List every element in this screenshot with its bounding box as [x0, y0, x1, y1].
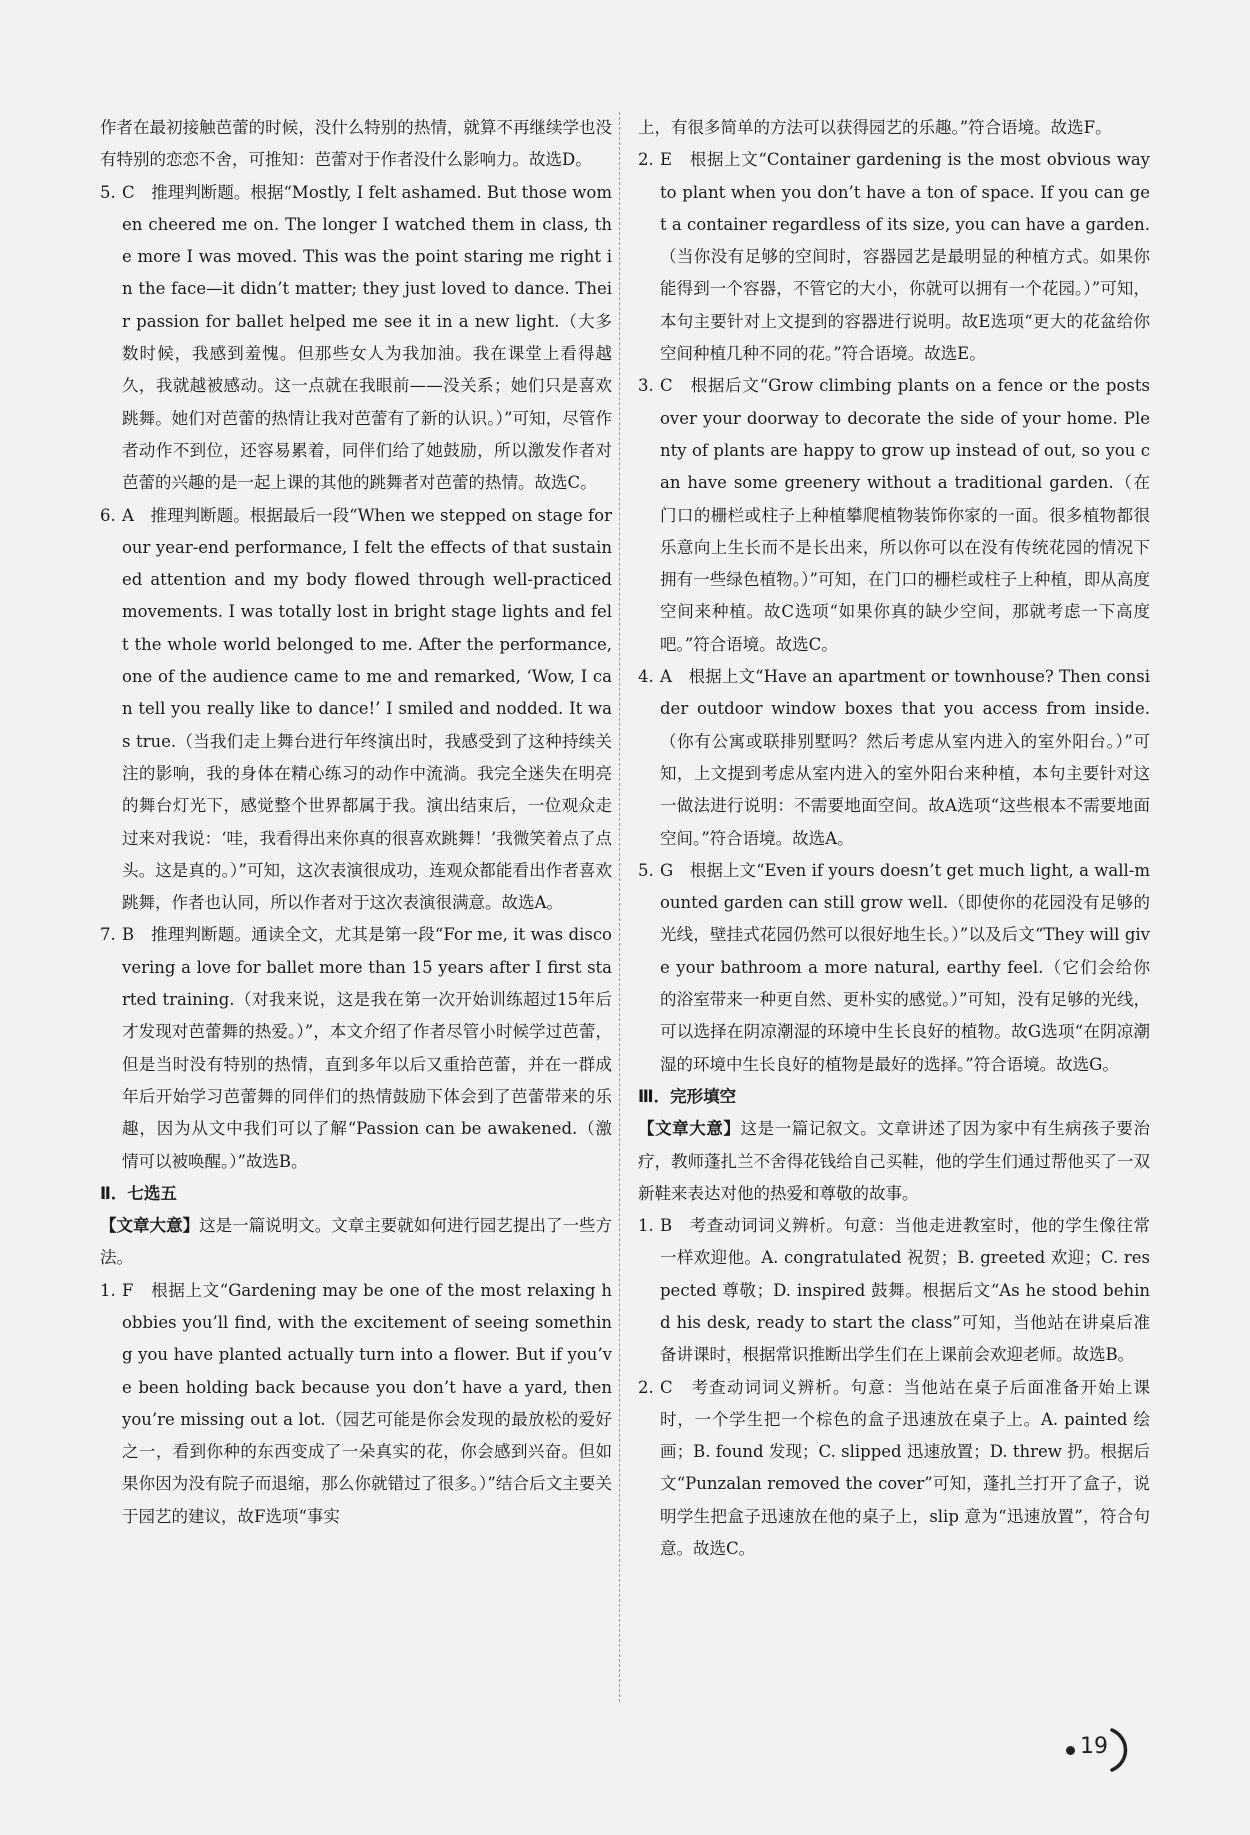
item-number: 5. [100, 182, 116, 202]
paragraph: 上，有很多简单的方法可以获得园艺的乐趣。”符合语境。故选F。 [638, 118, 1112, 137]
bracket-icon [1108, 1728, 1134, 1772]
answer-item [100, 1275, 612, 1533]
answer-item [638, 1210, 1150, 1371]
answer-item [100, 919, 612, 1177]
article-summary [100, 1210, 612, 1275]
item-number: 3. [638, 376, 654, 396]
answer-item [638, 855, 1150, 1081]
paragraph: 作者在最初接触芭蕾的时候，没什么特别的热情，就算不再继续学也没有特别的恋恋不舍，可推知：芭蕾对于作者没什么影响力。故选D。 [100, 118, 612, 170]
answer-item [638, 1372, 1150, 1566]
answer-item [100, 500, 612, 920]
item-text: E 根据上文“Container gardening is the most obvious way to plant when you don’t have a ton of space. If you can get a container regardless of its size, you can have a garden.（当你没有足够的空间时，容器园艺是最明显的种植方式。如果你能得到一个容器，不管它的大小，你就可以拥有一个花园。）”可知，本句主要针对上文提到的容器进行说明。故E选项“更大的花盆给你空间种植几种不同的花。”符合语境。故选E。 [660, 150, 1150, 364]
item-text: C 根据后文“Grow climbing plants on a fence or the posts over your doorway to decorate the side of your home. Plenty of plants are happy to grow up instead of out, so you can have some greenery without a traditional garden.（在门口的栅栏或柱子上种植攀爬植物装饰你家的一面。很多植物都很乐意向上生长而不是长出来，所以你可以在没有传统花园的情况下拥有一些绿色植物。）”可知，在门口的栅栏或柱子上种植，即从高度空间来种植。故C选项“如果你真的缺少空间，那就考虑一下高度吧。”符合语境。故选C。 [660, 376, 1150, 654]
right-column [638, 112, 1150, 1565]
answer-item [100, 177, 612, 500]
item-number: 4. [638, 667, 654, 687]
page-number-badge [1060, 1728, 1150, 1778]
summary-text: 这是一篇记叙文。文章讲述了因为家中有生病孩子要治疗，教师蓬扎兰不舍得花钱给自己买鞋，他的学生们通过帮他买了一双新鞋来表达对他的热爱和尊敬的故事。 [638, 1119, 1151, 1203]
item-number: 7. [100, 925, 116, 945]
dot-icon [1066, 1746, 1075, 1755]
left-column [100, 112, 612, 1533]
item-number: 1. [100, 1280, 116, 1300]
article-summary [638, 1113, 1150, 1210]
answer-item [638, 370, 1150, 661]
column-divider [619, 112, 620, 1702]
item-text: G 根据上文“Even if yours doesn’t get much light, a wall-mounted garden can still grow well.（即使你的花园没有足够的光线，壁挂式花园仍然可以很好地生长。）”以及后文“They will give your bathroom a more natural, earthy feel.（它们会给你的浴室带来一种更自然、更朴实的感觉。）”可知，没有足够的光线，可以选择在阴凉潮湿的环境中生长良好的植物。故G选项“在阴凉潮湿的环境中生长良好的植物是最好的选择。”符合语境。故选G。 [660, 860, 1150, 1074]
item-number: 2. [638, 150, 654, 170]
summary-tag: 【文章大意】 [638, 1119, 741, 1139]
page-number: 19 [1080, 1734, 1108, 1759]
summary-tag: 【文章大意】 [100, 1216, 200, 1236]
item-number: 6. [100, 505, 116, 525]
answer-item [638, 661, 1150, 855]
item-text: C 考查动词词义辨析。句意：当他站在桌子后面准备开始上课时，一个学生把一个棕色的盒子迅速放在桌子上。A. painted 绘画；B. found 发现；C. slipped 迅速放置；D. threw 扔。根据后文“Punzalan removed the cover”可知，蓬扎兰打开了盒子，说明学生把盒子迅速放在他的桌子上，slip 意为“迅速放置”，符合句意。故选C。 [660, 1377, 1150, 1559]
section-heading: Ⅲ．完形填空 [638, 1086, 737, 1106]
summary-text: 这是一篇说明文。文章主要就如何进行园艺提出了一些方法。 [100, 1216, 613, 1268]
item-text: F 根据上文“Gardening may be one of the most relaxing hobbies you’ll find, with the excitement of seeing something you have planted actually turn into a flower. But if you’ve been holding back because you don’t have a yard, then you’re missing out a lot.（园艺可能是你会发现的最放松的爱好之一，看到你种的东西变成了一朵真实的花，你会感到兴奋。但如果你因为没有院子而退缩，那么你就错过了很多。）”结合后文主要关于园艺的建议，故F选项“事实 [122, 1280, 612, 1526]
item-text: C 推理判断题。根据“Mostly, I felt ashamed. But those women cheered me on. The longer I watched them in class, the more I was moved. This was the point staring me right in the face—it didn’t matter; they just loved to dance. Their passion for ballet helped me see it in a new light.（大多数时候，我感到羞愧。但那些女人为我加油。我在课堂上看得越久，我就越被感动。这一点就在我眼前——没关系；她们只是喜欢跳舞。她们对芭蕾的热情让我对芭蕾有了新的认识。）”可知，尽管作者动作不到位，还容易累着，同伴们给了她鼓励，所以激发作者对芭蕾的兴趣的是一起上课的其他的跳舞者对芭蕾的热情。故选C。 [122, 182, 612, 493]
answer-item [638, 144, 1150, 370]
item-text: B 推理判断题。通读全文，尤其是第一段“For me, it was discovering a love for ballet more than 15 years after I first started training.（对我来说，这是我在第一次开始训练超过15年后才发现对芭蕾舞的热爱。）”，本文介绍了作者尽管小时候学过芭蕾，但是当时没有特别的热情，直到多年以后又重拾芭蕾，并在一群成年后开始学习芭蕾舞的同伴们的热情鼓励下体会到了芭蕾带来的乐趣，因为从文中我们可以了解“Passion can be awakened.（激情可以被唤醒。）”故选B。 [122, 925, 612, 1171]
section-heading: Ⅱ．七选五 [100, 1183, 177, 1203]
item-text: A 推理判断题。根据最后一段“When we stepped on stage for our year-end performance, I felt the effects of that sustained attention and my body flowed through well-practiced movements. I was totally lost in bright stage lights and felt the whole world belonged to me. After the performance, one of the audience came to me and remarked, ‘Wow, I can tell you really like to dance!’ I smiled and nodded. It was true.（当我们走上舞台进行年终演出时，我感受到了这种持续关注的影响，我的身体在精心练习的动作中流淌。我完全迷失在明亮的舞台灯光下，感觉整个世界都属于我。演出结束后，一位观众走过来对我说：‘哇，我看得出来你真的很喜欢跳舞！’我微笑着点了点头。这是真的。）”可知，这次表演很成功，连观众都能看出作者喜欢跳舞，作者也认同，所以作者对于这次表演很满意。故选A。 [122, 505, 612, 913]
item-text: B 考查动词词义辨析。句意：当他走进教室时，他的学生像往常一样欢迎他。A. congratulated 祝贺；B. greeted 欢迎；C. respected 尊敬；D. inspired 鼓舞。根据后文“As he stood behind his desk, ready to start the class”可知，当他站在讲桌后准备讲课时，根据常识推断出学生们在上课前会欢迎老师。故选B。 [660, 1216, 1150, 1365]
item-number: 1. [638, 1216, 654, 1236]
item-number: 2. [638, 1377, 654, 1397]
item-number: 5. [638, 860, 654, 880]
item-text: A 根据上文“Have an apartment or townhouse? Then consider outdoor window boxes that you access from inside.（你有公寓或联排别墅吗？然后考虑从室内进入的室外阳台。）”可知，上文提到考虑从室内进入的室外阳台来种植，本句主要针对这一做法进行说明：不需要地面空间。故A选项“这些根本不需要地面空间。”符合语境。故选A。 [660, 667, 1150, 848]
